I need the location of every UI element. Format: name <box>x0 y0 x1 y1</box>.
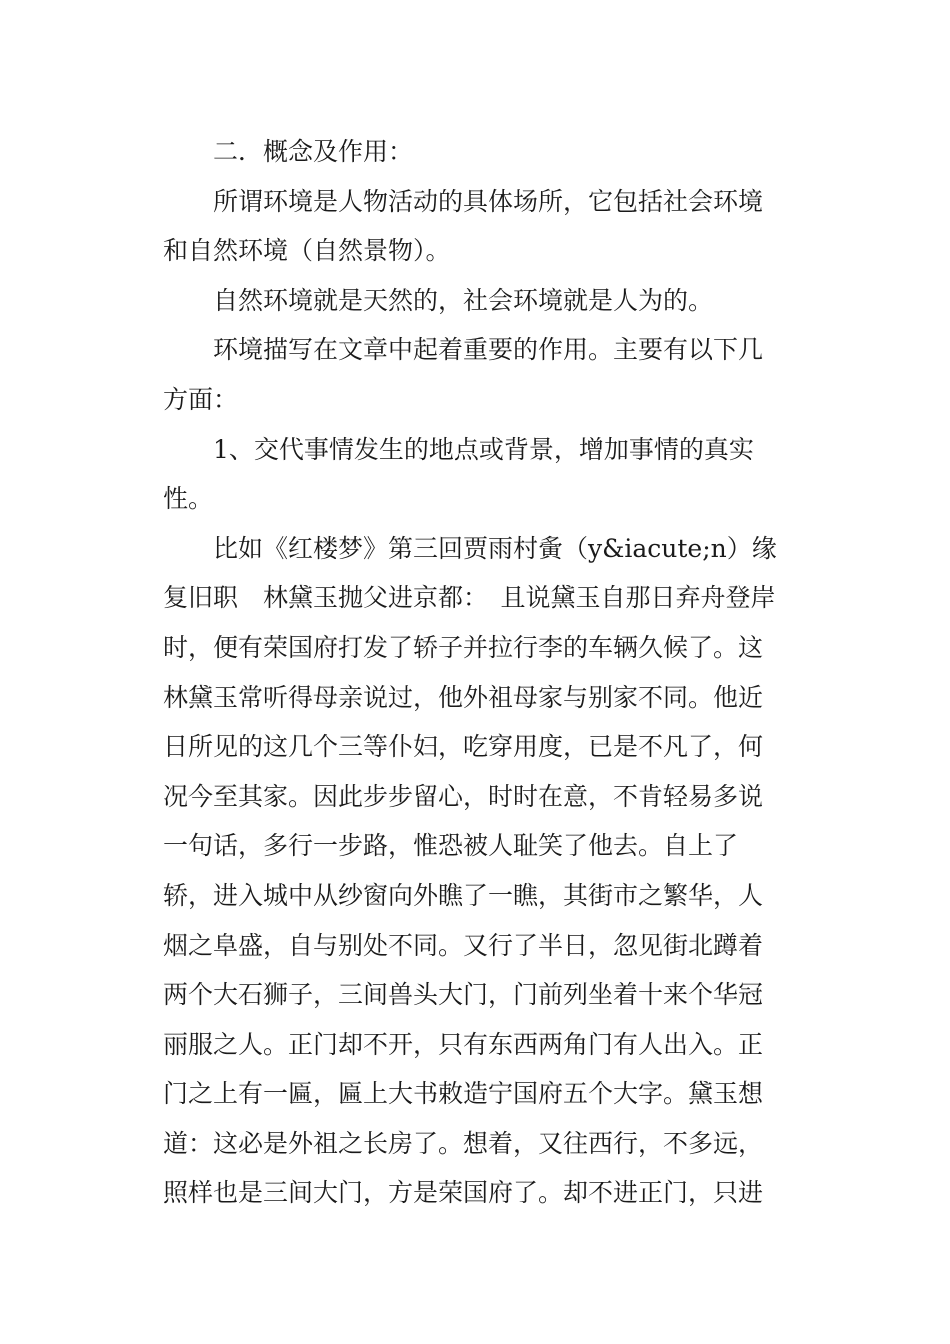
paragraph-line: 道：这必是外祖之长房了。想着，又往西行，不多远， <box>163 1128 764 1158</box>
paragraph-line: 林黛玉常听得母亲说过，他外祖母家与别家不同。他近 <box>163 682 764 712</box>
list-item-line: 1、交代事情发生的地点或背景，增加事情的真实 <box>213 434 754 464</box>
paragraph-line: 两个大石狮子，三间兽头大门，门前列坐着十来个华冠 <box>163 980 764 1010</box>
document-body <box>163 127 803 1218</box>
paragraph-line: 所谓环境是人物活动的具体场所，它包括社会环境 <box>213 186 764 216</box>
paragraph-line: 丽服之人。正门却不开，只有东西两角门有人出入。正 <box>163 1029 764 1059</box>
paragraph-line: 轿，进入城中从纱窗向外瞧了一瞧，其街市之繁华，人 <box>163 880 764 910</box>
paragraph-line: 比如《红楼梦》第三回贾雨村夤（y&iacute;n）缘 <box>213 533 777 563</box>
paragraph-line: 环境描写在文章中起着重要的作用。主要有以下几 <box>213 335 764 365</box>
list-item-line: 性。 <box>163 484 214 514</box>
paragraph-line: 照样也是三间大门，方是荣国府了。却不进正门，只进 <box>163 1178 764 1208</box>
paragraph-line: 一句话，多行一步路，惟恐被人耻笑了他去。自上了 <box>163 831 739 861</box>
paragraph-line: 和自然环境（自然景物）。 <box>163 236 451 266</box>
paragraph-line: 方面： <box>163 384 239 414</box>
paragraph-line: 烟之阜盛，自与别处不同。又行了半日，忽见街北蹲着 <box>163 930 764 960</box>
section-heading: 二．概念及作用： <box>213 137 414 166</box>
paragraph-line: 自然环境就是天然的，社会环境就是人为的。 <box>213 285 714 315</box>
paragraph-line: 复旧职 林黛玉抛父进京都： 且说黛玉自那日弃舟登岸 <box>163 583 776 613</box>
paragraph-line: 日所见的这几个三等仆妇，吃穿用度，已是不凡了，何 <box>163 732 764 762</box>
paragraph-line: 门之上有一匾，匾上大书敕造宁国府五个大字。黛玉想 <box>163 1079 764 1109</box>
paragraph-line: 况今至其家。因此步步留心，时时在意，不肯轻易多说 <box>163 781 764 811</box>
paragraph-line: 时，便有荣国府打发了轿子并拉行李的车辆久候了。这 <box>163 632 764 662</box>
